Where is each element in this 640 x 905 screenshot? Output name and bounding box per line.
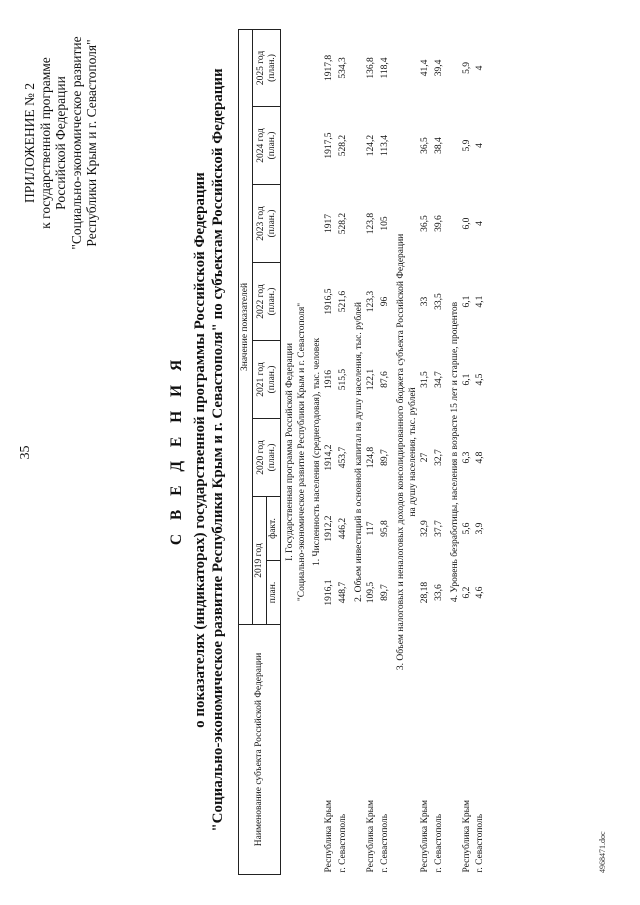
value-cell: 1916 — [324, 370, 334, 389]
value-cell: 4,6 — [475, 586, 485, 599]
value-cell: 4 — [475, 221, 485, 226]
region-name: г. Севастополь — [338, 813, 348, 873]
value-cell: 117 — [366, 521, 376, 536]
value-cell: 109,5 — [366, 581, 376, 604]
table-row — [378, 29, 392, 874]
appendix-header — [22, 18, 100, 268]
value-cell: 28,18 — [420, 581, 430, 604]
value-cell: 528,2 — [338, 134, 348, 157]
indicator-title: 3. Объем налоговых и неналоговых доходов консолидированного бюджета субъекта Российской Федерации на душу населения, тыс. рублей — [396, 233, 418, 671]
value-cell: 95,8 — [380, 520, 390, 537]
table-body — [281, 29, 488, 874]
value-cell: 89,7 — [380, 584, 390, 601]
value-cell: 123,3 — [366, 290, 376, 313]
value-cell: 41,4 — [420, 59, 430, 77]
value-cell: 4 — [475, 65, 485, 71]
value-cell: 521,6 — [338, 290, 348, 313]
title-line: "Социально-экономическое развитие Республики Крым и г. Севастополя" по субъектам Российской Федерации — [210, 68, 226, 832]
value-cell: 33 — [420, 296, 430, 307]
value-cell: 4 — [475, 143, 485, 148]
appendix-line: "Социально-экономическое развитие — [68, 36, 84, 250]
table-row — [323, 29, 336, 874]
value-cell: 37,7 — [434, 520, 444, 537]
table-row — [432, 29, 446, 874]
header-year: 2024 год (план.) — [253, 107, 281, 185]
appendix-line: Российской Федерации — [53, 76, 68, 210]
value-cell: 39,6 — [434, 215, 444, 232]
value-cell: 122,1 — [366, 368, 376, 391]
table-row — [419, 29, 432, 874]
value-cell: 96 — [380, 296, 390, 307]
value-cell: 5,9 — [462, 139, 472, 152]
value-cell: 118,4 — [380, 57, 390, 79]
value-cell: 6,2 — [462, 586, 472, 599]
value-cell: 39,4 — [434, 59, 444, 77]
value-cell: 4,1 — [475, 295, 485, 308]
value-cell: 32,7 — [434, 449, 444, 466]
page-number: 35 — [18, 445, 33, 460]
indicator-title: 1. Численность населения (среднегодовая), тыс. человек — [312, 337, 322, 566]
indicator-title: 2. Объем инвестиций в основной капитал на душу населения, тыс. рублей — [354, 302, 364, 602]
appendix-line: Республики Крым и г. Севастополя" — [84, 39, 99, 247]
value-cell: 4,8 — [475, 451, 485, 464]
appendix-line: ПРИЛОЖЕНИЕ № 2 — [22, 82, 37, 204]
value-cell: 33,5 — [434, 293, 444, 310]
value-cell: 448,7 — [338, 581, 348, 604]
region-name: Республика Крым — [420, 799, 430, 873]
value-cell: 6,1 — [462, 373, 472, 386]
value-cell: 1917,5 — [324, 132, 334, 159]
title-line: о показателях (индикаторах) государственной программы Российской Федерации — [191, 172, 208, 728]
value-cell: 453,7 — [338, 446, 348, 469]
indicators-table — [238, 29, 487, 875]
value-cell: 515,5 — [338, 368, 348, 391]
value-cell: 123,8 — [366, 212, 376, 235]
value-cell: 32,9 — [420, 520, 430, 537]
header-year: 2023 год (план.) — [253, 185, 281, 263]
document-title — [168, 55, 228, 845]
value-cell: 33,6 — [434, 584, 444, 601]
value-cell: 1914,2 — [324, 444, 334, 471]
title-heading: С В Е Д Е Н И Я — [168, 354, 185, 546]
value-cell: 4,5 — [475, 373, 485, 386]
table-row — [474, 29, 487, 874]
value-cell: 528,2 — [338, 212, 348, 235]
value-cell: 124,8 — [366, 446, 376, 469]
value-cell: 5,6 — [462, 522, 472, 535]
region-name: Республика Крым — [366, 799, 376, 873]
document-file-code: 4968471.doc — [598, 831, 607, 873]
region-name: г. Севастополь — [475, 813, 485, 873]
header-year: 2025 год (план.) — [253, 29, 281, 106]
value-cell: 446,2 — [338, 517, 348, 540]
header-year: 2020 год (план.) — [253, 419, 281, 497]
region-name: Республика Крым — [324, 799, 334, 873]
table-row — [461, 29, 474, 874]
header-year: 2022 год (план.) — [253, 263, 281, 341]
table-header — [239, 29, 281, 874]
value-cell: 36,5 — [420, 215, 430, 232]
header-2019-plan: план. — [267, 561, 281, 625]
value-cell: 136,8 — [366, 57, 376, 79]
table-row — [336, 29, 350, 874]
value-cell: 1916,1 — [324, 579, 334, 606]
value-cell: 1916,5 — [324, 288, 334, 315]
value-cell: 38,4 — [434, 137, 444, 154]
value-cell: 105 — [380, 216, 390, 231]
appendix-line: к государственной программе — [37, 57, 53, 229]
header-region-name: Наименование субъекта Российской Федерации — [239, 625, 281, 875]
header-year: 2021 год (план.) — [253, 341, 281, 419]
value-cell: 124,2 — [366, 134, 376, 157]
value-cell: 87,6 — [380, 371, 390, 388]
header-2019-fact: факт. — [267, 497, 281, 561]
table-row — [365, 29, 378, 874]
value-cell: 31,5 — [420, 371, 430, 388]
region-name: Республика Крым — [462, 799, 472, 873]
value-cell: 34,7 — [434, 371, 444, 388]
value-cell: 6,1 — [462, 295, 472, 308]
value-cell: 534,3 — [338, 57, 348, 79]
value-cell: 1917,8 — [324, 54, 334, 82]
value-cell: 89,7 — [380, 449, 390, 466]
value-cell: 5,9 — [462, 62, 472, 74]
header-values-group: Значение показателей — [239, 29, 253, 624]
program-title: I. Государственная программа Российской Федерации "Социально-экономическое развитие Республики Крым и г. Севастополя" — [285, 302, 307, 602]
value-cell: 6,3 — [462, 451, 472, 464]
region-name: г. Севастополь — [380, 813, 390, 873]
indicator-title: 4. Уровень безработицы, населения в возрасте 15 лет и старше, процентов — [450, 301, 460, 603]
value-cell: 27 — [420, 452, 430, 463]
value-cell: 36,5 — [420, 137, 430, 154]
value-cell: 1917 — [324, 214, 334, 233]
region-name: г. Севастополь — [434, 813, 444, 873]
value-cell: 6,0 — [462, 217, 472, 230]
value-cell: 1912,2 — [324, 515, 334, 542]
value-cell: 113,4 — [380, 134, 390, 157]
value-cell: 3,9 — [475, 522, 485, 535]
header-year-2019: 2019 год — [253, 497, 267, 625]
